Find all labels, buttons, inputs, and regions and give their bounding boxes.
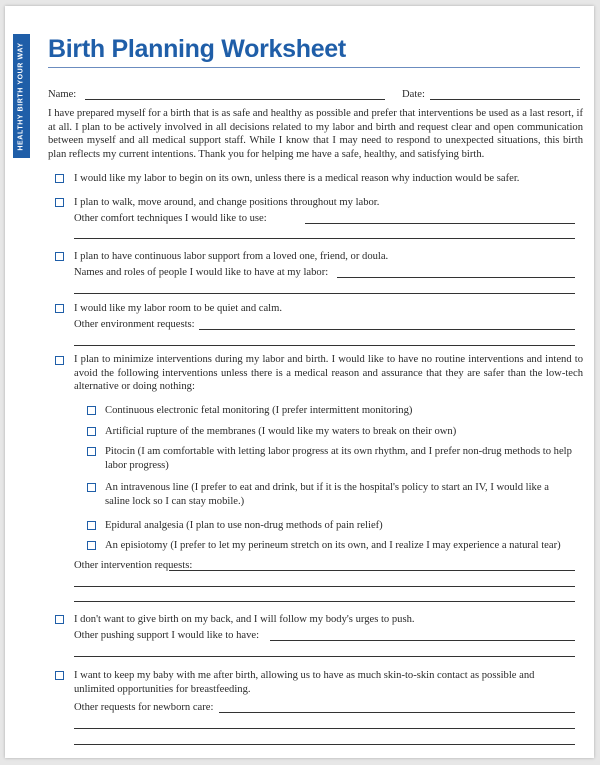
minimize-interventions-checkbox[interactable] (55, 356, 64, 365)
subitem-text: Epidural analgesia (I plan to use non-drug methods of pain relief) (105, 520, 383, 531)
pitocin-checkbox[interactable] (87, 447, 96, 456)
newborn-care-line-3[interactable] (74, 744, 575, 745)
name-label: Name: (48, 89, 77, 100)
rupture-membranes-checkbox[interactable] (87, 427, 96, 436)
intervention-requests-field[interactable] (169, 570, 575, 571)
sidebar-text: HEALTHY BIRTH YOUR WAY (18, 41, 26, 151)
item-text: I would like my labor to begin on its own, unless there is a medical reason why induction would be safer. (74, 173, 520, 184)
environment-requests-field[interactable] (199, 329, 575, 330)
birth-position-checkbox[interactable] (55, 615, 64, 624)
intro-paragraph: I have prepared myself for a birth that is as safe and healthy as possible and prefer that interventions be used as a last resort, if at all. I plan to be actively involved in all decisions related to my labor and birth and request clear and open communication between myself and all medical support staff. While I know that I may need to respond to unexpected situations, this birth plan reflects my current intentions. Thank you for helping me have a safe, healthy, and satisfying birth. (48, 108, 583, 160)
item-prompt: Other environment requests: (74, 319, 195, 330)
subitem-text: An episiotomy (I prefer to let my perineum stretch on its own, and I realize I may experience a natural tear) (105, 540, 561, 551)
keep-baby-checkbox[interactable] (55, 671, 64, 680)
support-people-field[interactable] (337, 277, 575, 278)
date-label: Date: (402, 89, 425, 100)
pushing-support-field[interactable] (270, 640, 575, 641)
item-prompt: Other intervention requests: (74, 560, 193, 571)
date-field[interactable] (430, 99, 580, 100)
name-field[interactable] (85, 99, 385, 100)
environment-requests-line-2[interactable] (74, 345, 575, 346)
walk-move-checkbox[interactable] (55, 198, 64, 207)
item-text: I plan to minimize interventions during my labor and birth. I would like to have no routine interventions and intend to avoid the following interventions unless there is a medical reason and assurance that they are safer than the low-tech alternative or doing nothing: (74, 354, 583, 392)
comfort-techniques-line-2[interactable] (74, 238, 575, 239)
fetal-monitoring-checkbox[interactable] (87, 406, 96, 415)
item-prompt: Other comfort techniques I would like to use: (74, 213, 267, 224)
item-text: I would like my labor room to be quiet and calm. (74, 303, 283, 314)
intravenous-line-checkbox[interactable] (87, 483, 96, 492)
subitem-text: Continuous electronic fetal monitoring (I prefer intermittent monitoring) (105, 405, 413, 416)
intervention-requests-line-3[interactable] (74, 601, 575, 602)
pushing-support-line-2[interactable] (74, 656, 575, 657)
epidural-checkbox[interactable] (87, 521, 96, 530)
subitem-text: An intravenous line (I prefer to eat and drink, but if it is the hospital's policy to start an IV, I would like a saline lock so I can stay mobile.) (105, 482, 549, 507)
item-text: I plan to walk, move around, and change positions throughout my labor. (74, 197, 380, 208)
worksheet-page (5, 6, 594, 758)
labor-support-checkbox[interactable] (55, 252, 64, 261)
intervention-requests-line-2[interactable] (74, 586, 575, 587)
labor-begin-checkbox[interactable] (55, 174, 64, 183)
support-people-line-2[interactable] (74, 293, 575, 294)
newborn-care-field[interactable] (219, 712, 575, 713)
subitem-text: Pitocin (I am comfortable with letting labor progress at its own rhythm, and I prefer non-drug methods to help labor progress) (105, 446, 572, 471)
item-prompt: Names and roles of people I would like to have at my labor: (74, 267, 329, 278)
title-divider (48, 67, 580, 68)
comfort-techniques-field[interactable] (305, 223, 575, 224)
sidebar-banner (13, 34, 30, 158)
item-prompt: Other pushing support I would like to have: (74, 630, 260, 641)
item-prompt: Other requests for newborn care: (74, 702, 214, 713)
page-title: Birth Planning Worksheet (48, 35, 346, 63)
episiotomy-checkbox[interactable] (87, 541, 96, 550)
newborn-care-line-2[interactable] (74, 728, 575, 729)
item-text: I plan to have continuous labor support from a loved one, friend, or doula. (74, 251, 389, 262)
quiet-room-checkbox[interactable] (55, 304, 64, 313)
subitem-text: Artificial rupture of the membranes (I would like my waters to break on their own) (105, 426, 457, 437)
item-text: I don't want to give birth on my back, and I will follow my body's urges to push. (74, 614, 415, 625)
item-text: I want to keep my baby with me after birth, allowing us to have as much skin-to-skin contact as possible and unlimited opportunities for breastfeeding. (74, 670, 535, 695)
